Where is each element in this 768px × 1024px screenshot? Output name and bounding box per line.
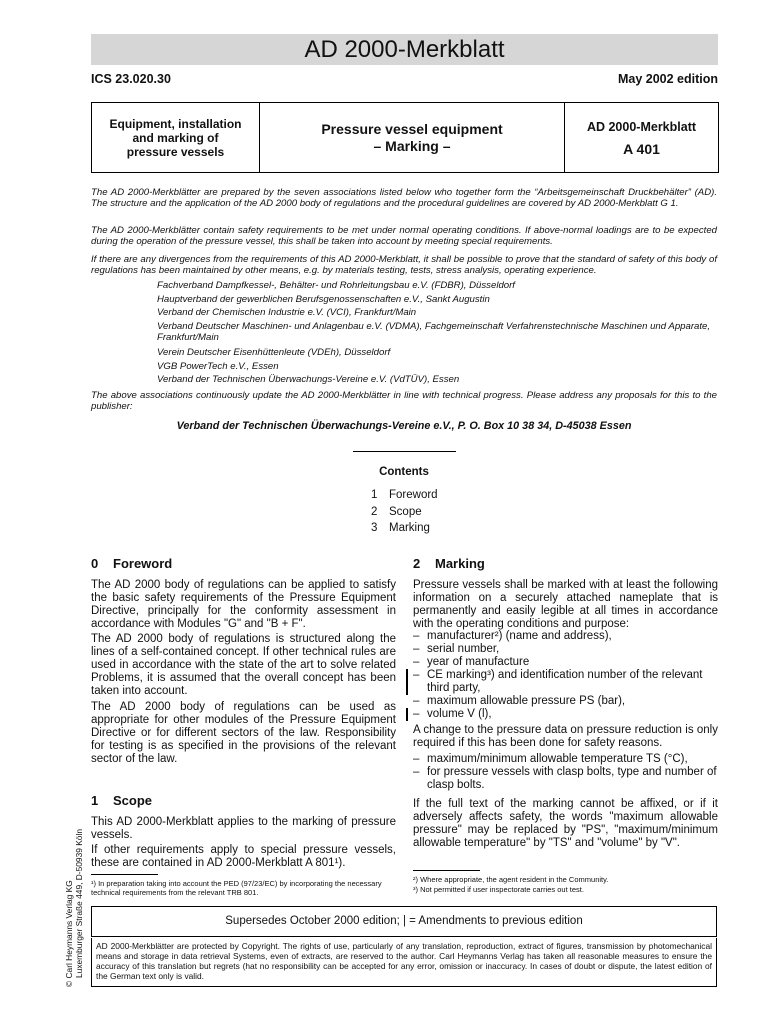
- category-line: Equipment, installation: [109, 116, 242, 131]
- section-heading-marking: [413, 556, 485, 571]
- scope-paragraph-2: If other requirements apply to special pressure vessels, these are contained in AD 2000-Merkblatt A 801¹).: [91, 844, 396, 869]
- subject-cell: [260, 103, 565, 172]
- intro-paragraph-1: The AD 2000-Merkblätter are prepared by the seven associations listed below who together form the “Arbeitsgemeinschaft Druckbehälter” (AD). The structure and the application of the AD 2000 body of regulations and the procedural guidelines are covered by AD 2000-Merkblatt G 1.: [91, 187, 717, 209]
- toc-item[interactable]: [371, 489, 438, 501]
- marking-list-1: [413, 630, 718, 721]
- toc-item[interactable]: [371, 506, 422, 518]
- amendment-bar: [406, 708, 408, 721]
- association-item: VGB PowerTech e.V., Essen: [157, 361, 279, 372]
- subject-line: Pressure vessel equipment: [321, 120, 503, 137]
- section-number: 1: [91, 793, 99, 808]
- footnote: [91, 879, 396, 897]
- foreword-paragraph-2: The AD 2000 body of regulations is structured along the lines of a self-contained concept. If other technical rules are used in accordance with the state of the art to solve related Problems, it is assumed that the overall concept has been taken into account.: [91, 633, 396, 697]
- association-item: Verband der Chemischen Industrie e.V. (VCI), Frankfurt/Main: [157, 307, 417, 318]
- code-title: AD 2000-Merkblatt: [586, 119, 697, 134]
- list-item: – year of manufacture: [413, 656, 530, 668]
- footnote-text: Not permitted if user inspectorate carries out test.: [420, 885, 584, 894]
- footnote-mark: ³): [413, 885, 418, 894]
- subject-line: – Marking –: [373, 137, 451, 154]
- toc-number: 3: [371, 522, 378, 534]
- category-line: and marking of: [132, 130, 219, 145]
- ics-code: ICS 23.020.30: [91, 72, 171, 86]
- toc-label: Scope: [389, 506, 422, 518]
- scope-paragraph-1: This AD 2000-Merkblatt applies to the marking of pressure vessels.: [91, 816, 396, 841]
- footnote-rule: [91, 874, 158, 875]
- toc-label: Marking: [389, 522, 430, 534]
- footnote-text: In preparation taking into account the PED (97/23/EC) by incorporating the necessary technical requirements from the relevant TRB 801.: [91, 879, 382, 897]
- code-number: A 401: [623, 140, 660, 157]
- section-heading-foreword: [91, 556, 172, 571]
- list-item: – for pressure vessels with clasp bolts, type and number of clasp bolts.: [413, 766, 717, 791]
- intro-paragraph-4: The above associations continuously update the AD 2000-Merkblätter in line with technical progress. Please address any proposals for this to the publisher:: [91, 390, 717, 412]
- marking-paragraph-3: If the full text of the marking cannot be affixed, or if it adversely affects safety, the words "maximum allowable pressure" may be replaced by "PS", "maximum/minimum allowable temperature" by "TS" and "volume" by "V".: [413, 798, 718, 849]
- list-item: – manufacturer²) (name and address),: [413, 630, 612, 642]
- association-item: Verband der Technischen Überwachungs-Vereine e.V. (VdTÜV), Essen: [157, 374, 460, 385]
- contents-title: Contents: [379, 466, 429, 478]
- foreword-paragraph-3: The AD 2000 body of regulations can be used as appropriate for other modules of the Pressure Equipment Directive or for different sectors of the law. Responsibility for testing is as specified in the provisions of the relevant sector of the law.: [91, 701, 396, 765]
- marking-list-2: [413, 753, 718, 792]
- supersedes-notice: Supersedes October 2000 edition; | = Amendments to previous edition: [91, 906, 717, 937]
- list-item: – volume V (l),: [413, 708, 492, 720]
- category-cell: [92, 103, 260, 172]
- association-item: Fachverband Dampfkessel-, Behälter- und Rohrleitungsbau e.V. (FDBR), Düsseldorf: [157, 280, 515, 291]
- footnote: [413, 885, 718, 894]
- foreword-paragraph-1: The AD 2000 body of regulations can be applied to satisfy the basic safety requirements of the Pressure Equipment Directive, principally for the conformity assessment in accordance with Modules "G" and "B + F".: [91, 579, 396, 630]
- footnote-text: Where appropriate, the agent resident in the Community.: [420, 875, 609, 884]
- footnote-mark: ²): [413, 875, 418, 884]
- list-item: – maximum/minimum allowable temperature TS (°C),: [413, 753, 688, 765]
- section-number: 2: [413, 556, 421, 571]
- list-item: – serial number,: [413, 643, 500, 655]
- intro-paragraph-2: The AD 2000-Merkblätter contain safety requirements to be met under normal operating conditions. If above-normal loadings are to be expected during the operation of the pressure vessel, this shall be taken into account by meeting special requirements.: [91, 225, 717, 247]
- footnote-mark: ¹): [91, 879, 96, 888]
- list-item: – CE marking³) and identification number of the relevant third party,: [413, 669, 703, 694]
- toc-number: 2: [371, 506, 378, 518]
- association-item: Verein Deutscher Eisenhüttenleute (VDEh), Düsseldorf: [157, 347, 391, 358]
- divider: [353, 451, 456, 452]
- section-title: Foreword: [113, 556, 173, 571]
- edition-date: May 2002 edition: [617, 72, 718, 86]
- document-title: AD 2000-Merkblatt: [91, 34, 718, 65]
- footnote: [413, 875, 718, 884]
- association-item: Verband Deutscher Maschinen- und Anlagenbau e.V. (VDMA), Fachgemeinschaft Verfahrenstechnische Maschinen und Apparate, Frankfurt/Main: [157, 321, 711, 343]
- association-item: Hauptverband der gewerblichen Berufsgenossenschaften e.V., Sankt Augustin: [157, 294, 490, 305]
- toc-label: Foreword: [389, 489, 438, 501]
- publisher-address: Verband der Technischen Überwachungs-Vereine e.V., P. O. Box 10 38 34, D-45038 Essen: [176, 420, 632, 432]
- section-number: 0: [91, 556, 99, 571]
- amendment-bar: [406, 669, 408, 695]
- marking-paragraph-1: Pressure vessels shall be marked with at least the following information on a securely attached nameplate that is permanently and easily legible at all times in accordance with the operating conditions and purpose:: [413, 579, 718, 630]
- section-heading-scope: [91, 793, 152, 808]
- publisher-side-text: [64, 817, 84, 987]
- intro-paragraph-3: If there are any divergences from the requirements of this AD 2000-Merkblatt, it shall be possible to prove that the standard of safety of this body of regulations has been maintained by other means, e.g. by materials testing, tests, stress analysis, operating experience.: [91, 254, 717, 276]
- copyright-notice: AD 2000-Merkblätter are protected by Copyright. The rights of use, particularly of any translation, reproduction, extract of figures, transmission by photomechanical means and storage in data retrieval Systems, even of extracts, are reserved to the author. Carl Heymanns Verlag has taken all reasonable measures to ensure the accuracy of this translation but regrets (hat no responsibility can be accepted for any error, omission or inaccuracy. In cases of doubt or dispute, the latest edition of the German text only is valid.: [91, 938, 717, 987]
- section-title: Scope: [113, 793, 153, 808]
- footnote-rule: [413, 870, 480, 871]
- list-item: – maximum allowable pressure PS (bar),: [413, 695, 626, 707]
- side-line: Luxemburger Straße 449, D-50939 Köln: [74, 829, 84, 978]
- info-table: [91, 102, 719, 173]
- code-cell: [565, 103, 718, 172]
- toc-number: 1: [371, 489, 378, 501]
- category-line: pressure vessels: [126, 144, 225, 159]
- section-title: Marking: [435, 556, 485, 571]
- side-line: © Carl Heymanns Verlag KG: [64, 880, 74, 987]
- marking-paragraph-2: A change to the pressure data on pressure reduction is only required if this has been done for safety reasons.: [413, 724, 718, 749]
- toc-item[interactable]: [371, 522, 430, 534]
